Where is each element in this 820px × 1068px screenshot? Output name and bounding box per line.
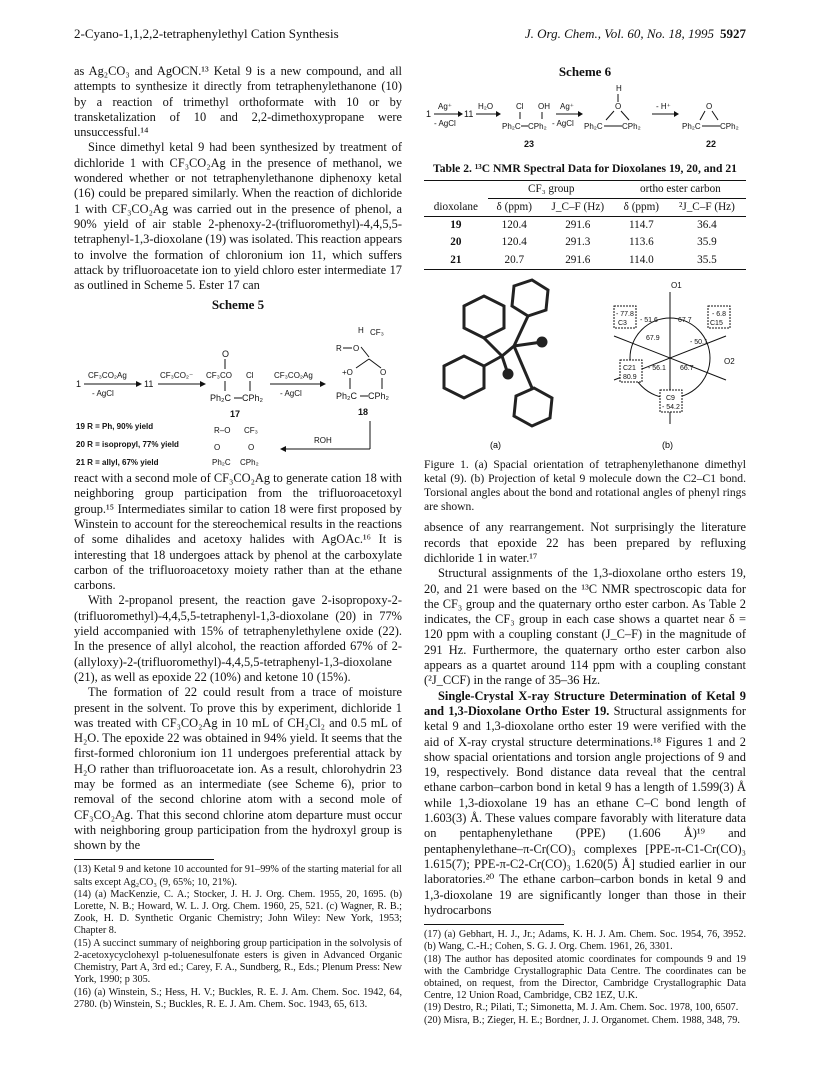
atom-c15: C15 xyxy=(710,320,723,328)
angle-value: - 56.1 xyxy=(648,365,666,373)
atom-label: CF₃ xyxy=(244,425,258,435)
table-cell: 35.5 xyxy=(697,253,717,266)
atom-label: CPh₂ xyxy=(240,457,259,467)
scheme-6-title: Scheme 6 xyxy=(558,64,612,79)
atom-label: +O xyxy=(342,367,353,377)
table-cell: 114.0 xyxy=(628,253,654,266)
atom-label: CF₃ xyxy=(370,327,384,337)
table-row xyxy=(424,252,746,270)
atom-label: O xyxy=(706,102,713,112)
angle-value: 67.9 xyxy=(646,335,660,343)
crystal-structure-image xyxy=(444,280,552,426)
atom-label: CPh₂ xyxy=(622,122,641,132)
table-cell: 291.6 xyxy=(565,253,591,266)
table-cell: 120.4 xyxy=(501,219,527,232)
atom-c3: C3 xyxy=(618,320,627,328)
yield-20: 20 R = isopropyl, 77% yield xyxy=(76,439,179,449)
newman-projection xyxy=(614,281,735,424)
table-cell: 20.7 xyxy=(504,253,525,266)
atom-label: O xyxy=(380,367,387,377)
atom-label: CO xyxy=(220,370,232,380)
atom-label: H xyxy=(616,84,622,94)
footnotes xyxy=(74,864,402,1010)
footnote-17: (17) (a) Gebhart, H. J., Jr.; Adams, K. H. J. Am. Chem. Soc. 1954, 76, 3952. (b) Wang, C.-H.; Cohen, S. G. J. Org. Chem. 1961, 26, 3301. xyxy=(424,929,746,953)
section-subheading: Single-Crystal X-ray Structure Determination of Ketal 9 and 1,3-Dioxolane Ortho Ester 19. xyxy=(424,688,746,718)
table-group-header: ortho ester carbon xyxy=(615,180,746,198)
table-header: δ (ppm) xyxy=(623,200,660,213)
atom-label: CPh₂ xyxy=(720,122,739,132)
reagent: - AgCl xyxy=(552,119,574,129)
compound-18-label: 18 xyxy=(358,406,369,417)
reagent: ROH xyxy=(314,435,332,445)
reagent: - H⁺ xyxy=(656,102,671,112)
angle-value: - 50.1 xyxy=(690,339,708,347)
paragraph: With 2-propanol present, the reaction gave 2-isopropoxy-2-(trifluoromethyl)-4,4,5,5-tetraphenyl-1,3-dioxolane (20) in 77% yield accompanied with 15% of tetraphenylethylene oxide (22). In the presence of allyl alcohol, the reaction afforded 67% of 2-(allyloxy)-2-(trifluoromethyl)-4,4,5,5-tetraphenyl-1,3-dioxolane (21), as well as epoxide 22 (10%) and ketone 10 (15%). xyxy=(74,593,402,684)
paragraph-text: Structural assignments for ketal 9 and 1,3-dioxolane ortho ester 19 were verified with the aid of X-ray crystal structure determinations.¹⁸ Figures 1 and 2 show spacial orientations and torsion angle projections of 9 and 19, respectively. Bond distance data reveal that the central ethane carbon–carbon bond in ketal 9 has a length of 1.599(3) Å while 1,3-dioxolane 19 has an ethane C–C bond length of 1.603(3) Å. These values compare favorably with literature data on pentaphenylethane (PPE) (1.606 Å)¹⁹ and pentaphenylethane–π-Cr(CO)₃ complexes [PPE-π-C1-Cr(CO)₃ 1.615(7); PPE-π-C2-Cr(CO)₃ 1.620(5) Å] studied earlier in our laboratories.²⁰ The ethane carbon–carbon bonds in ketal 9 and 1,3-dioxolane 19 are significantly longer than those in their hydrocarbons xyxy=(424,703,746,917)
table-header: J_C–F (Hz) xyxy=(551,200,605,213)
paragraph: absence of any rearrangement. Not surprisingly the literature records that epoxide 22 has been prepared by refluxing dichloride 1 in water.¹⁷ xyxy=(424,520,746,565)
table-cell: 120.4 xyxy=(501,236,527,249)
table-2-title: Table 2. ¹³C NMR Spectral Data for Dioxolanes 19, 20, and 21 xyxy=(433,161,737,175)
table-group-header: CF₃ group xyxy=(488,180,615,198)
scheme-5-diagram xyxy=(74,317,402,467)
footnote-16: (16) (a) Winstein, S.; Hess, H. V.; Buckles, R. E. J. Am. Chem. Soc. 1942, 64, 2780. (b) Winstein, S.; Buckles, R. E. J. Am. Chem. Soc. 1943, 65, 613. xyxy=(74,986,402,1010)
atom-label: Ph₂C xyxy=(584,122,603,132)
figure-label-b: (b) xyxy=(662,440,673,451)
angle-value: - 51.6 xyxy=(640,317,658,325)
table-header: dioxolane xyxy=(433,200,478,213)
atom-label: O xyxy=(248,442,255,452)
table-cell: 36.4 xyxy=(697,219,717,232)
compound-23-label: 23 xyxy=(524,139,535,150)
paragraph: Since dimethyl ketal 9 had been synthesized by treatment of dichloride 1 with CF₃CO₂Ag in the presence of methanol, we wondered whether or not tetraphenylethanone diphenoxy ketal (16) could be prepared similarly. When the reaction of dichloride 1 with CF₃CO₂Ag was carried out in the presence of phenol, a 90% yield of air stable 2-phenoxy-2-(trifluoromethyl)-4,4,5,5-tetraphenyl-1,3-dioxolane (19) was isolated. This reaction appears to involve the formation of chloronium ion 11, which suffers attack by trifluoroacetate ion to yield chloro ester intermediate 17 as outlined in Scheme 5. Ester 17 can xyxy=(74,140,403,293)
table-cell: 35.9 xyxy=(697,236,717,249)
nmr-table xyxy=(424,180,746,270)
atom-label: Cl xyxy=(516,102,524,112)
atom-label: OH xyxy=(538,102,550,112)
compound-11-label: 11 xyxy=(464,109,474,120)
table-header: ²J_C–F (Hz) xyxy=(679,200,735,213)
reagent: Ag⁺ xyxy=(438,102,453,112)
reagent: - AgCl xyxy=(92,388,114,398)
atom-label: Ph₂C xyxy=(210,392,232,403)
reagent: - AgCl xyxy=(280,388,302,398)
atom-label: Ph₂C xyxy=(502,122,521,132)
reagent: H₂O xyxy=(478,102,494,112)
footnote-divider xyxy=(424,924,564,925)
footnotes xyxy=(424,929,746,1027)
scheme-6-diagram xyxy=(424,83,746,153)
angle-value: - 54.2 xyxy=(662,404,680,412)
paragraph-with-subhead xyxy=(424,689,746,918)
atom-label: O xyxy=(615,102,622,112)
compound-22-label: 22 xyxy=(706,139,717,150)
table-cell: 20 xyxy=(450,236,462,249)
yield-19: 19 R = Ph, 90% yield xyxy=(76,421,154,431)
atom-label: R xyxy=(336,343,342,353)
paragraph: as Ag₂CO₃ and AgOCN.¹³ Ketal 9 is a new compound, and all attempts to synthesize it directly from tetraphenylethanone (10) by a reaction of trimethyl orthoformate with 10 or by transketalization of 10 and 2,2-dimethoxypropane were unsuccessful.¹⁴ xyxy=(74,64,402,140)
angle-value: - 6.8 xyxy=(712,311,727,319)
angle-value: 66.7 xyxy=(680,365,694,373)
angle-value: 67.7 xyxy=(678,317,692,325)
figure-1-caption: Figure 1. (a) Spacial orientation of tetraphenylethanone dimethyl ketal (9). (b) Projection of ketal 9 molecule down the C2–C1 bond. Torsional angles about the bond and rotational angles of phenyl rings are shown. xyxy=(424,458,746,514)
compound-1-label: 1 xyxy=(76,378,82,389)
scheme-5-title: Scheme 5 xyxy=(211,297,265,313)
table-cell: 113.6 xyxy=(628,236,654,249)
running-header xyxy=(74,26,746,46)
atom-label: O xyxy=(222,348,230,359)
atom-label: Ph₂C xyxy=(682,122,701,132)
table-row xyxy=(424,234,746,251)
footnote-13: (13) Ketal 9 and ketone 10 accounted for 91–99% of the starting material for all salts except Ag₂CO₃ (9, 65%; 10, 21%). xyxy=(74,864,402,888)
reagent: CF₃CO₂Ag xyxy=(274,370,313,380)
table-cell: 291.3 xyxy=(565,236,591,249)
page-number: 5927 xyxy=(720,26,746,41)
atom-label: O xyxy=(214,442,221,452)
footnote-20: (20) Misra, B.; Zieger, H. E.; Bordner, J. J. Organomet. Chem. 1988, 348, 79. xyxy=(424,1014,740,1026)
atom-label: Cl xyxy=(246,370,254,380)
table-cell: 114.7 xyxy=(628,219,654,232)
header-journal xyxy=(525,26,746,42)
atom-label: R–O xyxy=(214,425,231,435)
journal-citation: J. Org. Chem., Vol. 60, No. 18, 1995 xyxy=(524,26,714,41)
table-cell xyxy=(424,180,488,198)
reagent: CF₃CO₂⁻ xyxy=(160,370,194,380)
table-header: δ (ppm) xyxy=(496,200,532,213)
atom-label: Ph₂C xyxy=(212,457,231,467)
atom-label: CF₃ xyxy=(206,370,220,380)
table-row xyxy=(424,217,746,235)
left-column xyxy=(74,64,402,1011)
header-title: 2-Cyano-1,1,2,2-tetraphenylethyl Cation Synthesis xyxy=(74,26,339,41)
figure-1 xyxy=(424,276,746,454)
compound-1-label: 1 xyxy=(426,109,432,120)
angle-value: - 77.8 xyxy=(616,311,634,319)
compound-11-label: 11 xyxy=(144,378,154,389)
paragraph: Structural assignments of the 1,3-dioxolane ortho esters 19, 20, and 21 were based on the ¹³C NMR spectroscopic data for the CF₃ group and the quaternary ortho ester carbon. As Table 2 indicates, the CF₃ group in each case shows a quartet near δ = 120 ppm with a coupling constant (J_C–F) in the magnitude of 291 Hz. Furthermore, the quaternary ortho ester carbon also appears as a quartet around 114 ppm with a coupling constant (²J_CCF) in the range of 35–36 Hz. xyxy=(424,566,746,688)
atom-c9: C9 xyxy=(666,395,675,403)
paragraph: react with a second mole of CF₃CO₂Ag to generate cation 18 with neighboring group participation from the trifluoroacetoxyl group.¹⁵ Intermediates similar to cation 18 were first proposed by Winstein to account for the stereochemical results in the reactions of some dihalides and acetoxy halides with AgOAc.¹⁶ It is interesting that 18 undergoes attack by phenol at the carboxylate carbon of the trifluoroacetoxy moiety rather than at the ethane carbons. xyxy=(74,471,402,593)
atom-o1: O1 xyxy=(671,281,682,291)
table-cell: 19 xyxy=(450,219,462,232)
atom-label: CPh₂ xyxy=(242,392,264,403)
atom-label: O xyxy=(353,343,360,353)
atom-label: H xyxy=(358,325,364,335)
atom-label: Ph₂C xyxy=(336,390,358,401)
atom-c21: C21 xyxy=(623,365,636,373)
table-cell: 21 xyxy=(450,253,462,266)
reagent: CF₃CO₂Ag xyxy=(88,370,127,380)
reagent: Ag⁺ xyxy=(560,102,575,112)
atom-label: CPh₂ xyxy=(528,122,547,132)
atom-label: CPh₂ xyxy=(368,390,390,401)
figure-label-a: (a) xyxy=(490,440,501,451)
footnote-14: (14) (a) MacKenzie, C. A.; Stocker, J. H. J. Org. Chem. 1955, 20, 1695. (b) Lorette, N. B.; Howard, W. L. J. Org. Chem. 1960, 25, 521. (c) Wagner, R. B.; Zook, H. D. Synthetic Organic Chemistry; John Wiley: New York, 1953; Chapter 8. xyxy=(74,888,402,937)
table-cell: 291.6 xyxy=(565,219,591,232)
footnote-18: (18) The author has deposited atomic coordinates for compounds 9 and 19 with the Cambridge Crystallographic Data Centre. The coordinates can be obtained, on request, from the Director, Cambridge Crystallographic Data Centre, 12 Union Road, Cambridge, CB2 1EZ, U.K. xyxy=(424,953,746,1002)
atom-o2: O2 xyxy=(724,357,735,367)
footnote-divider xyxy=(74,859,214,860)
yield-21: 21 R = allyl, 67% yield xyxy=(76,457,159,467)
paragraph: The formation of 22 could result from a trace of moisture present in the solvent. To prove this by experiment, dichloride 1 was treated with CF₃CO₂Ag in 10 mL of CH₂Cl₂ and 0.5 mL of H₂O. The epoxide 22 was obtained in 94% yield. It seems that the first-formed chloronium ion 11 undergoes preferential attack by H₂O rather than trifluoroacetate ion. As a result, chlorohydrin 23 may be formed as an intermediate (see Scheme 6), prior to removal of the second chlorine atom with a second mole of CF₃CO₂Ag. That this second chlorine atom departure must occur with neighboring group participation from the hydroxyl group is shown by the xyxy=(74,685,402,853)
footnote-19: (19) Destro, R.; Pilati, T.; Simonetta, M. J. Am. Chem. Soc. 1978, 100, 6507. xyxy=(424,1002,739,1014)
footnote-15: (15) A succinct summary of neighboring group participation in the solvolysis of 2-acetoxycyclohexyl p-toluenesulfonate esters is given in Advanced Organic Chemistry, Part A, 3rd ed.; Carey, F. A., Sundberg, R., Eds.; Plenum Press: New York, 1990; p 305. xyxy=(74,937,402,986)
right-column xyxy=(424,64,746,1027)
compound-17-label: 17 xyxy=(230,408,241,419)
reagent: - AgCl xyxy=(434,119,456,129)
angle-value: 80.9 xyxy=(623,374,637,382)
